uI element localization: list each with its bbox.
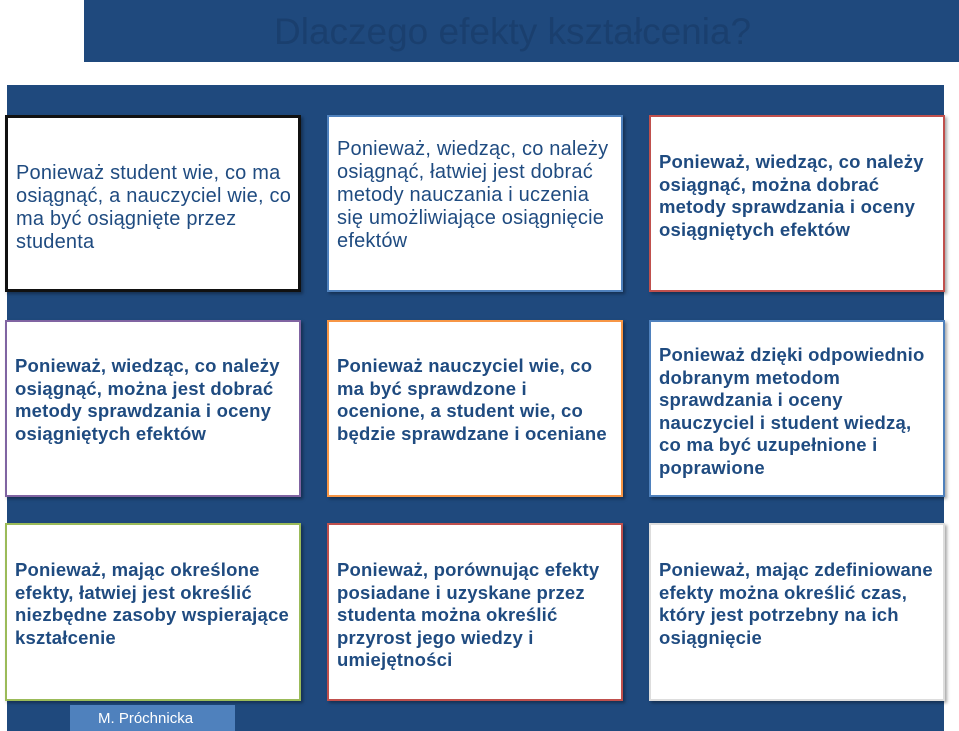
card-text: Ponieważ, mając określone efekty, łatwiej jest określić niezbędne zasoby wspierające kształcenie [15, 559, 289, 648]
card-text: Ponieważ, wiedząc, co należy osiągnąć, łatwiej jest dobrać metody nauczania i uczenia się umożliwiające osiągnięcie efektów [337, 138, 609, 252]
card-time [649, 523, 945, 701]
card-progress [327, 523, 623, 701]
card-what-is-checked [327, 320, 623, 497]
card-student-knows-goal [5, 115, 301, 292]
card-assessment-methods [649, 115, 945, 292]
slide-title: Dlaczego efekty kształcenia? [274, 11, 752, 52]
card-text: Ponieważ dzięki odpowiednio dobranym metodom sprawdzania i oceny nauczyciel i student wiedzą, co ma być uzupełnione i poprawione [659, 344, 925, 478]
card-text: Ponieważ, wiedząc, co należy osiągnąć, można dobrać metody sprawdzania i oceny osiągniętych efektów [659, 151, 924, 240]
card-text: Ponieważ, mając zdefiniowane efekty można określić czas, który jest potrzebny na ich osiągnięcie [659, 559, 933, 648]
card-what-to-improve [649, 320, 945, 497]
author-footer [70, 705, 235, 731]
card-text: Ponieważ nauczyciel wie, co ma być sprawdzone i ocenione, a student wie, co będzie sprawdzane i oceniane [337, 355, 607, 444]
card-text: Ponieważ, porównując efekty posiadane i uzyskane przez studenta można określić przyrost jego wiedzy i umiejętności [337, 559, 600, 670]
card-resources [5, 523, 301, 701]
card-text: Ponieważ, wiedząc, co należy osiągnąć, można jest dobrać metody sprawdzania i oceny osiągniętych efektów [15, 355, 280, 444]
card-text: Ponieważ student wie, co ma osiągnąć, a nauczyciel wie, co ma być osiągnięte przez studenta [16, 162, 292, 253]
card-teaching-methods [327, 115, 623, 292]
author-name: M. Próchnicka [98, 710, 194, 727]
card-assessment-methods-2 [5, 320, 301, 497]
